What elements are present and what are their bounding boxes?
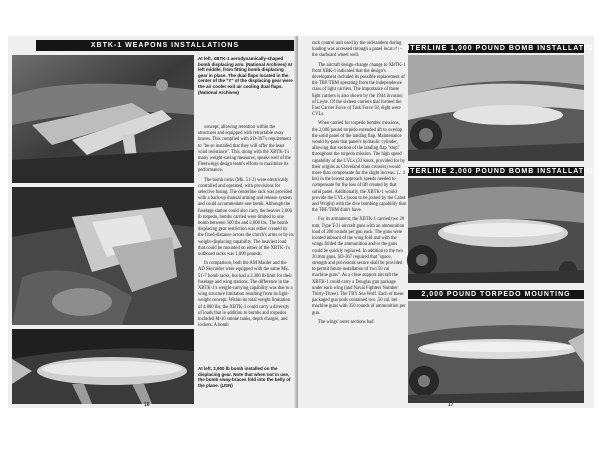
left-paragraph: The bomb racks (Mk. 51-2) were electrically controlled and operated, with provisions for selective fusing. The centerline rack was provided with a back-up manual arming and release system and could accommodate one bomb. Although the fuselage station could also carry the heavier 2,000 lb torpedo, bombs carried were limited to one bomb between 500 lbs and 2,000 lbs. The bomb displacing gear restriction was either created by the fixed-distance across the crutch's arms or by its weight-displacing capability. The heaviest load that could be mounted on either of the XBTK-1's outboard racks was 1,000 pounds. bbox=[198, 177, 294, 258]
left-paragraph: In comparison, both the AM Mauler and the AD Skyraider were equipped with the same Mk. 51-7 bomb racks, but had a 2,300 lb limit for their fuselage and wing stations. The difference in the XBTK-1's weight-carrying capability was due to a wing structure limitation resulting from its light-weight concept. Within its total weight limitation of 4,800 lbs, the XBTK-1 could carry a diversity of loads that in addition to bombs and torpedos included M-10 smoke tanks, depth charges, and rockets. A bomb bbox=[198, 261, 293, 329]
right-paragraph: When carried for torpedo bomber missions, the 2,000 pound torpedo extended aft to overlap the solid panel of the landing flap. Maintenance would by-pass that panel's hydraulic cylinder, allowing that section of the landing flap "stop" throughout the torpedo mission. The high speed capability of the CVLs (33 knots, provided for by their origins as Cleveland class cruisers) would more than compensate for the slight increase (2-4 kts) in the lowest approach speeds needed to compensate for the loss of lift created by that solid panel. Additionally, the XBTK-1 would provide the CVLs (soon to be joined by the Cabot and Wright) with the dive bombing capability that the TBF/TBM didn't have. bbox=[312, 121, 406, 214]
left-paragraph: concept, allowing retention within the structures and equipped with retractable sway braces. This complied with SD-367's requirement to "be so installed that they will offer the least wind resistance". This, along with the XBTK-1's many weight-saving measures, speaks well of the Fleetwings design team's efforts to maximize its performance. bbox=[198, 125, 291, 174]
right-paragraph: rack control unit used by the old-tandem during loading was accessed through a panel located in the starboard wheel well. bbox=[312, 41, 402, 59]
right-paragraph: The aircraft design-change change to XBTK-1 from XBK-1 indicated that the design's development included its possible replacement of the TBF/TBM operating from the independence class of light carriers. The importance of those light carriers is also shown by the 1944 invasion of Leyte. Of the sixteen carriers that formed the Fast Carrier Force of Task Force 58, eight were CVLs. bbox=[312, 62, 406, 118]
right-paragraph: For its armament, the XBTK-1 carried two 20 mm, Type T-31 aircraft guns with an ammunition load of 200 rounds per gun each. The guns were located inboard of the wing fold and with the wings folded the ammunition and/or the guns could be quickly replaced. In addition to the two 20 mm guns, SD-367 required that "space, strength and provisions secure shall be provided to permit future installation of two 50 cal machine guns". As a close support aircraft the XBTK-1 could carry a Douglas gun package under each wing (and Naval Fighters Number Thirty-Three). The TBY Sea Wolf. Each of these packaged gun pods contained two .50 cal. ber machine guns with 350 rounds of ammunition per gun. bbox=[312, 217, 406, 316]
right-text-column bbox=[312, 41, 406, 405]
page-title: XBTK-1 WEAPONS INSTALLATIONS bbox=[36, 40, 294, 51]
left-page bbox=[8, 36, 298, 408]
left-text-column bbox=[198, 125, 294, 361]
page-number-right: 17 bbox=[448, 402, 454, 408]
photo-bomb-displacing-arm bbox=[12, 55, 194, 183]
right-page bbox=[298, 36, 600, 408]
photo-torpedo-mounting bbox=[408, 301, 584, 403]
caption-top: At left, XBTK-1 aerodynamically-shaped bomb displacing arm. (National Archives) At left middle, from fitting bomb displacing gear in place. The dual flaps located in the center of the "Y" of the displacing gear were the air cooler exit air cooling dual flaps. (National Archives) bbox=[198, 56, 293, 95]
caption-bottom: At left, 2,900 lb bomb installed on the displacing gear. Note that when not in use, the bomb sway-braces fold into the belly of the plane. (USN) bbox=[198, 366, 291, 388]
photo-centerline-1000-bomb bbox=[408, 55, 584, 161]
right-paragraph: The wings' outer sections had bbox=[318, 319, 374, 325]
photo-bomb-installed bbox=[12, 329, 194, 404]
section-title-torpedo: 2,000 POUND TORPEDO MOUNTING bbox=[408, 290, 584, 299]
section-title-centerline-2000: CENTERLINE 2,000 POUND BOMB INSTALLATION bbox=[392, 168, 600, 175]
photo-centerline-2000-bomb bbox=[408, 178, 584, 283]
photo-displacing-gear bbox=[12, 187, 194, 325]
page-number-left: 16 bbox=[144, 402, 150, 408]
section-title-centerline-1000: CENTERLINE 1,000 POUND BOMB INSTALLATION bbox=[392, 45, 600, 52]
